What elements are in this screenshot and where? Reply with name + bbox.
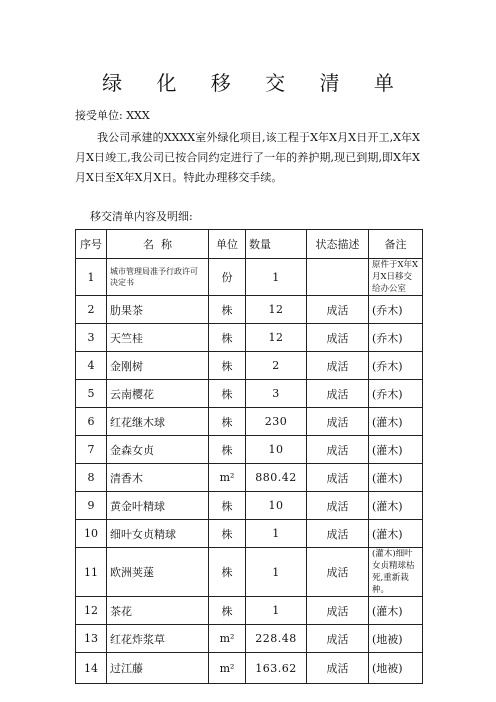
cell-unit: 株 xyxy=(209,436,246,464)
cell-no: 3 xyxy=(76,324,107,352)
cell-unit: m² xyxy=(209,653,246,684)
table-row xyxy=(76,259,423,296)
table-row xyxy=(76,408,423,436)
table-row xyxy=(76,352,423,380)
cell-note: (乔木) xyxy=(369,380,423,408)
cell-name: 红花炸浆草 xyxy=(107,625,209,653)
cell-note: (地被) xyxy=(369,653,423,684)
cell-no: 9 xyxy=(76,492,107,520)
cell-status: 成活 xyxy=(307,324,369,352)
recipient-line: 接受单位: XXX xyxy=(75,109,150,122)
cell-unit: 株 xyxy=(209,548,246,597)
cell-qty: 2 xyxy=(246,352,307,380)
header-no: 序号 xyxy=(76,230,107,259)
cell-note: (灌木) xyxy=(369,597,423,625)
cell-unit: 株 xyxy=(209,597,246,625)
cell-no: 13 xyxy=(76,625,107,653)
cell-qty: 163.62 xyxy=(246,653,307,684)
table-row xyxy=(76,597,423,625)
handover-table xyxy=(75,229,423,684)
cell-no: 5 xyxy=(76,380,107,408)
cell-unit: 株 xyxy=(209,408,246,436)
cell-name: 茶花 xyxy=(107,597,209,625)
table-row xyxy=(76,653,423,684)
header-note: 备注 xyxy=(369,230,423,259)
cell-name: 天竺桂 xyxy=(107,324,209,352)
cell-status: 成活 xyxy=(307,492,369,520)
table-row xyxy=(76,548,423,597)
cell-note: (灌木) xyxy=(369,520,423,548)
table-row xyxy=(76,324,423,352)
cell-name: 细叶女贞精球 xyxy=(107,520,209,548)
cell-qty: 1 xyxy=(246,520,307,548)
cell-no: 1 xyxy=(76,259,107,296)
cell-note: (灌木) xyxy=(369,436,423,464)
table-row xyxy=(76,625,423,653)
cell-note: (灌木)细叶女贞精球枯死,重新栽种。 xyxy=(369,548,423,597)
cell-qty: 1 xyxy=(246,597,307,625)
table-row xyxy=(76,296,423,324)
cell-name: 肋果茶 xyxy=(107,296,209,324)
header-status: 状态描述 xyxy=(307,230,369,259)
cell-qty: 228.48 xyxy=(246,625,307,653)
cell-no: 2 xyxy=(76,296,107,324)
cell-unit: 份 xyxy=(209,259,246,296)
cell-no: 14 xyxy=(76,653,107,684)
cell-qty: 1 xyxy=(246,548,307,597)
cell-no: 6 xyxy=(76,408,107,436)
cell-qty: 230 xyxy=(246,408,307,436)
cell-note: 原件于X年X月X日移交给办公室 xyxy=(369,259,423,296)
cell-note: (地被) xyxy=(369,625,423,653)
cell-status: 成活 xyxy=(307,520,369,548)
cell-unit: 株 xyxy=(209,520,246,548)
cell-status: 成活 xyxy=(307,380,369,408)
cell-name: 黄金叶精球 xyxy=(107,492,209,520)
cell-unit: 株 xyxy=(209,324,246,352)
cell-name: 清香木 xyxy=(107,464,209,492)
cell-note: (灌木) xyxy=(369,464,423,492)
cell-unit: m² xyxy=(209,625,246,653)
cell-qty: 1 xyxy=(246,259,307,296)
cell-qty: 3 xyxy=(246,380,307,408)
cell-name: 欧洲荚蒾 xyxy=(107,548,209,597)
cell-status: 成活 xyxy=(307,436,369,464)
cell-name: 过江藤 xyxy=(107,653,209,684)
table-header-row xyxy=(76,230,423,259)
cell-qty: 12 xyxy=(246,296,307,324)
cell-name: 云南樱花 xyxy=(107,380,209,408)
cell-status xyxy=(307,259,369,296)
cell-note: (乔木) xyxy=(369,324,423,352)
cell-name: 城市管理局准予行政许可决定书 xyxy=(107,259,209,296)
cell-no: 11 xyxy=(76,548,107,597)
table-row xyxy=(76,380,423,408)
cell-qty: 880.42 xyxy=(246,464,307,492)
cell-unit: m² xyxy=(209,464,246,492)
header-qty: 数量 xyxy=(246,230,307,259)
cell-note: (灌木) xyxy=(369,492,423,520)
cell-unit: 株 xyxy=(209,352,246,380)
table-row xyxy=(76,520,423,548)
cell-status: 成活 xyxy=(307,296,369,324)
cell-no: 10 xyxy=(76,520,107,548)
cell-status: 成活 xyxy=(307,597,369,625)
document-title: 绿 化 移 交 清 单 xyxy=(102,71,408,95)
cell-status: 成活 xyxy=(307,464,369,492)
table-row xyxy=(76,464,423,492)
header-name: 名 称 xyxy=(107,230,209,259)
header-unit: 单位 xyxy=(209,230,246,259)
cell-unit: 株 xyxy=(209,380,246,408)
cell-status: 成活 xyxy=(307,408,369,436)
table-row xyxy=(76,492,423,520)
cell-status: 成活 xyxy=(307,653,369,684)
cell-qty: 10 xyxy=(246,436,307,464)
cell-no: 4 xyxy=(76,352,107,380)
cell-qty: 12 xyxy=(246,324,307,352)
cell-unit: 株 xyxy=(209,296,246,324)
cell-name: 红花继木球 xyxy=(107,408,209,436)
list-subheading: 移交清单内容及明细: xyxy=(90,210,193,223)
cell-qty: 10 xyxy=(246,492,307,520)
cell-status: 成活 xyxy=(307,352,369,380)
cell-note: (乔木) xyxy=(369,352,423,380)
cell-no: 12 xyxy=(76,597,107,625)
cell-note: (灌木) xyxy=(369,408,423,436)
cell-status: 成活 xyxy=(307,625,369,653)
table-row xyxy=(76,436,423,464)
intro-paragraph: 我公司承建的XXXX室外绿化项目,该工程于X年X月X日开工,X年X月X日竣工,我公司已按合同约定进行了一年的养护期,现已到期,即X年X月X日至X年X月X日。特此办理移交手续。 xyxy=(75,131,420,184)
cell-name: 金森女贞 xyxy=(107,436,209,464)
cell-note: (乔木) xyxy=(369,296,423,324)
cell-no: 8 xyxy=(76,464,107,492)
cell-unit: 株 xyxy=(209,492,246,520)
cell-no: 7 xyxy=(76,436,107,464)
cell-status: 成活 xyxy=(307,548,369,597)
cell-name: 金刚树 xyxy=(107,352,209,380)
